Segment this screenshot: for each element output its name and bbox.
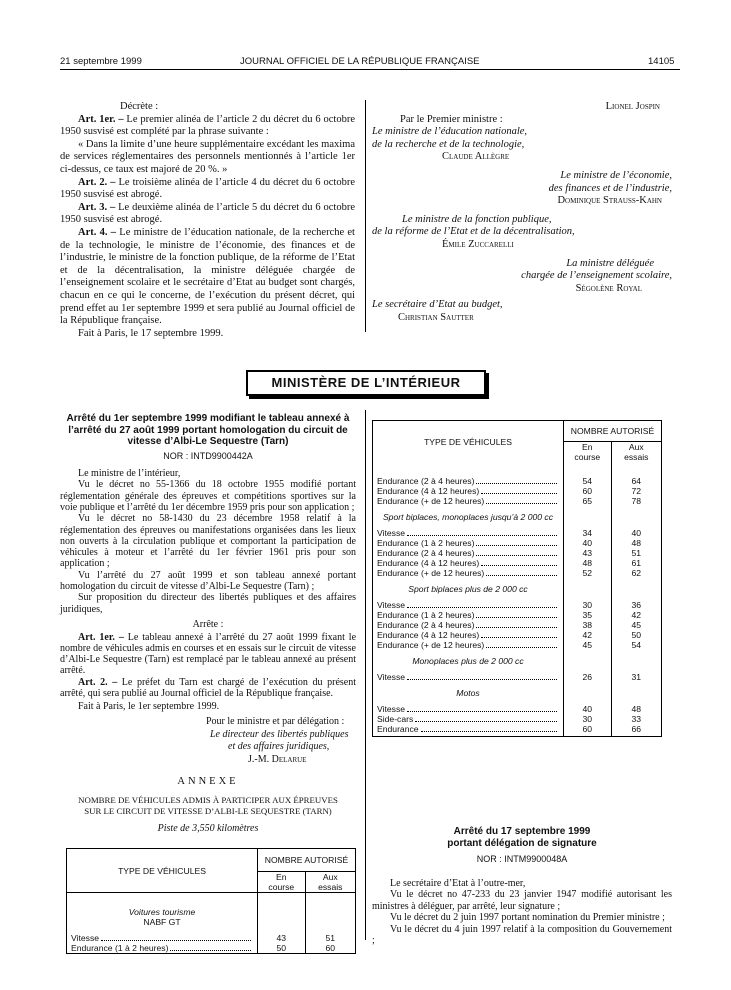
vehicle-type-label: Endurance (+ de 12 heures) — [377, 640, 485, 650]
table-row — [373, 528, 662, 538]
table-row — [67, 943, 356, 954]
count-course: 65 — [564, 496, 612, 506]
sig4-name: Ségolène Royal — [575, 282, 642, 294]
count-course: 42 — [564, 630, 612, 640]
vehicle-type-label: Endurance (1 à 2 heures) — [377, 538, 475, 548]
arrete2-visa: Vu le décret no 47-233 du 23 janvier 1947 modifié autorisant les ministres à déléguer, par arrêté, leur signature ; — [372, 889, 672, 912]
decree-paragraph — [60, 202, 355, 227]
table-row — [373, 568, 662, 578]
annexe-title-line1: NOMBRE DE VÉHICULES ADMIS À PARTICIPER AUX ÉPREUVES — [78, 794, 338, 805]
count-essais: 48 — [631, 704, 642, 714]
header-date: 21 septembre 1999 — [60, 56, 142, 67]
arrete1-visa: Vu le décret no 55-1366 du 18 octobre 1955 modifié portant réglementation générale des épreuves et compétitions sportives sur la voie publique et l’arrêté du 1er décembre 1959 pris pour son application ; — [60, 479, 356, 513]
table-left-header-course: En course — [258, 872, 306, 893]
table-row — [373, 630, 662, 640]
count-course: 35 — [564, 610, 612, 620]
count-course: 34 — [564, 528, 612, 538]
table-row — [373, 714, 662, 724]
arrete-delegation — [372, 826, 672, 947]
table-row — [373, 672, 662, 682]
table-row — [373, 724, 662, 734]
table-row — [373, 610, 662, 620]
count-essais: 72 — [631, 486, 642, 496]
sig2-role2: des finances et de l’industrie, — [548, 182, 672, 194]
arrete2-visa: Vu le décret du 4 juin 1997 relatif à la composition du Gouvernement ; — [372, 923, 672, 947]
pm-name: Lionel Jospin — [605, 101, 660, 112]
arrete1-nor: NOR : INTD9900442A — [163, 450, 253, 461]
count-essais: 33 — [631, 714, 642, 724]
count-course: 43 — [258, 933, 306, 943]
arrete2-visa: Vu le décret du 2 juin 1997 portant nomination du Premier ministre ; — [390, 912, 665, 924]
table-right-header-essais: Aux essais — [624, 442, 649, 462]
vehicle-type-label: Endurance (2 à 4 heures) — [377, 476, 475, 486]
article-text: Le préfet du Tarn est chargé de l’exécution du présent arrêté, qui sera publié au Journal officiel de la République française. — [60, 676, 356, 700]
vehicle-type-label: Endurance (2 à 4 heures) — [377, 548, 475, 558]
count-essais: 66 — [631, 724, 642, 734]
table-row — [373, 538, 662, 548]
sig3-role2: de la réforme de l’Etat et de la décentralisation, — [372, 226, 575, 238]
sig1-role2: de la recherche et de la technologie, — [372, 138, 525, 150]
decree-paragraph — [60, 177, 355, 202]
header-journal-title: JOURNAL OFFICIEL DE LA RÉPUBLIQUE FRANÇAISE — [240, 56, 480, 67]
sig3-role: Le ministre de la fonction publique, — [402, 213, 552, 225]
count-essais: 45 — [631, 620, 642, 630]
vehicle-type-label: Vitesse — [71, 933, 100, 943]
count-course: 54 — [564, 476, 612, 486]
sig4-role2: chargée de l’enseignement scolaire, — [521, 270, 672, 282]
sig3-name: Émile Zuccarelli — [442, 238, 514, 250]
arrete1-director: Le directeur des libertés publiques — [210, 728, 349, 740]
arrete1-visa: Le ministre de l’intérieur, — [78, 468, 181, 480]
sig5-role: Le secrétaire d’Etat au budget, — [372, 299, 503, 311]
count-essais: 51 — [631, 548, 642, 558]
decree-fait: Fait à Paris, le 17 septembre 1999. — [78, 327, 224, 339]
arrete2-title-line2: portant délégation de signature — [447, 837, 597, 849]
table-row — [373, 640, 662, 650]
vehicle-type-label: Vitesse — [377, 704, 406, 714]
count-essais: 60 — [325, 943, 336, 953]
arrete1-title: Arrêté du 1er septembre 1999 modifiant le tableau annexé à l’arrêté du 27 août 1999 portant homologation du circuit de vitesse d’Albi-Le Sequestre (Tarn) — [66, 413, 350, 447]
article-number: Art. 2. – — [78, 676, 118, 688]
sig2-role: Le ministre de l’économie, — [560, 169, 672, 181]
count-course: 60 — [564, 486, 612, 496]
count-essais: 54 — [631, 640, 642, 650]
count-course: 40 — [564, 538, 612, 548]
decree-paragraph — [60, 114, 355, 139]
sig1-name: Claude Allègre — [442, 151, 510, 163]
article-text: Le premier alinéa de l’article 2 du décret du 6 octobre 1950 susvisé est complété par la phrase suivante : — [60, 113, 355, 138]
count-course: 48 — [564, 558, 612, 568]
count-course: 26 — [564, 672, 612, 682]
count-essais: 78 — [631, 496, 642, 506]
article-number: Art. 2. – — [78, 176, 116, 188]
table-right-header-course: En course — [564, 442, 612, 463]
arrete2-visa: Le secrétaire d’Etat à l’outre-mer, — [390, 877, 526, 889]
vehicle-type-label: Endurance (2 à 4 heures) — [377, 620, 475, 630]
table-left-header-nombre: NOMBRE AUTORISÉ — [258, 849, 356, 872]
count-course: 60 — [564, 724, 612, 734]
article-text: Le ministre de l’éducation nationale, de la recherche et de la technologie, le ministre de l’économie, des finances et de l’industrie, le ministre de la fonction publique, de la réforme de l’Etat et de la décentralisation, la ministre déléguée chargée de l’enseignement scolaire et le secrétaire d’Etat au budget sont chargés, chacun en ce qui le concerne, de l’exécution du présent décret, qui prend effet au 1er septembre 1999 et sera publié au Journal officiel de la République française. — [60, 226, 355, 327]
vehicle-type-label: Vitesse — [377, 528, 406, 538]
article-number: Art. 1er. – — [78, 113, 124, 125]
column-divider-top — [365, 100, 366, 332]
count-course: 30 — [564, 714, 612, 724]
table-row — [373, 476, 662, 486]
count-essais: 51 — [325, 933, 336, 943]
count-essais: 42 — [631, 610, 642, 620]
arrete1-article — [60, 677, 356, 700]
table-right-header-nombre: NOMBRE AUTORISÉ — [564, 421, 662, 442]
arrete1-signatory: J.-M. Delarue — [248, 753, 307, 765]
piste-length: Piste de 3,550 kilomètres — [157, 822, 259, 834]
annexe-title-line2: SUR LE CIRCUIT DE VITESSE D’ALBI-LE SEQUESTRE (TARN) — [84, 805, 332, 816]
decree-paragraph — [60, 139, 355, 177]
arrete2-title-line1: Arrêté du 17 septembre 1999 — [453, 826, 591, 837]
arrete1-delegation: Pour le ministre et par délégation : — [206, 715, 345, 727]
table-group-title: Motos — [373, 688, 564, 698]
arrete1-visa: Sur proposition du directeur des libertés publiques et des affaires juridiques, — [60, 592, 356, 615]
ministry-banner: MINISTÈRE DE L’INTÉRIEUR — [246, 370, 486, 396]
vehicle-type-label: Endurance (1 à 2 heures) — [71, 943, 169, 953]
count-course: 38 — [564, 620, 612, 630]
vehicle-type-label: Side-cars — [377, 714, 414, 724]
sig2-name: Dominique Strauss-Kahn — [557, 195, 662, 207]
decrete-label: Décrète : — [120, 101, 159, 112]
article-number: Art. 3. – — [78, 201, 116, 213]
table-row — [373, 704, 662, 714]
table-row — [67, 933, 356, 943]
table-row — [373, 620, 662, 630]
count-essais: 64 — [631, 476, 642, 486]
arrete1-fait: Fait à Paris, le 1er septembre 1999. — [78, 701, 220, 713]
count-essais: 48 — [631, 538, 642, 548]
pm-line: Par le Premier ministre : — [400, 113, 503, 125]
arrete2-nor: NOR : INTM9900048A — [476, 854, 568, 864]
arrete1-arrete-label: Arrête : — [192, 618, 224, 630]
article-text: « Dans la limite d’une heure supplémentaire excédant les maxima de services réglementaires des personnels mentionnés à l’article 1er ci-dessus, ce taux est majoré de 20 %. » — [60, 138, 355, 175]
sig5-name: Christian Sautter — [398, 311, 474, 323]
table-left-header-essais: Aux essais — [318, 872, 343, 892]
vehicle-type-label: Endurance (+ de 12 heures) — [377, 496, 485, 506]
vehicle-type-label: Endurance — [377, 724, 419, 734]
sig1-role: Le ministre de l’éducation nationale, — [372, 126, 528, 138]
header-page-number: 14105 — [648, 56, 675, 67]
table-row — [373, 496, 662, 506]
vehicles-table-left — [66, 848, 356, 954]
column-divider-bottom — [365, 410, 366, 940]
article-number: Art. 4. – — [78, 226, 117, 238]
article-text: Le troisième alinéa de l’article 4 du décret du 6 octobre 1950 susvisé est abrogé. — [60, 176, 355, 201]
vehicle-type-label: Endurance (4 à 12 heures) — [377, 630, 480, 640]
table-left-header-type: TYPE DE VÉHICULES — [67, 849, 258, 893]
count-essais: 31 — [631, 672, 642, 682]
article-number: Art. 1er. – — [78, 631, 124, 643]
arrete1-visa: Vu l’arrêté du 27 août 1999 et son tableau annexé portant homologation du circuit de vitesse d’Albi-Le Sequestre (Tarn) ; — [60, 569, 356, 593]
article-text: Le deuxième alinéa de l’article 5 du décret du 6 octobre 1950 susvisé est abrogé. — [60, 201, 356, 226]
table-group-title: Monoplaces plus de 2 000 cc — [373, 656, 564, 666]
decree-signatures — [372, 101, 672, 325]
table-left-section-sub: NABF GT — [67, 917, 258, 933]
count-course: 40 — [564, 704, 612, 714]
table-row — [373, 558, 662, 568]
arrete1-director2: et des affaires juridiques, — [228, 741, 330, 753]
count-course: 45 — [564, 640, 612, 650]
decree-paragraph — [60, 227, 355, 328]
count-course: 43 — [564, 548, 612, 558]
vehicle-type-label: Endurance (4 à 12 heures) — [377, 558, 480, 568]
annexe-label: ANNEXE — [177, 776, 239, 788]
count-course: 30 — [564, 600, 612, 610]
table-right-header-type: TYPE DE VÉHICULES — [373, 421, 564, 463]
decree-articles — [60, 101, 355, 340]
count-essais: 40 — [631, 528, 642, 538]
count-essais: 50 — [631, 630, 642, 640]
vehicle-type-label: Vitesse — [377, 600, 406, 610]
table-left-section: Voitures tourisme — [67, 893, 258, 918]
sig4-role: La ministre déléguée — [566, 257, 654, 269]
table-group-title: Sport biplaces, monoplaces jusqu’à 2 000 cc — [373, 512, 564, 522]
table-row — [373, 600, 662, 610]
vehicle-type-label: Vitesse — [377, 672, 406, 682]
table-row — [373, 548, 662, 558]
vehicles-table-right — [372, 420, 662, 737]
arrete1-article — [60, 632, 356, 677]
vehicle-type-label: Endurance (4 à 12 heures) — [377, 486, 480, 496]
article-text: Le tableau annexé à l’arrêté du 27 août 1999 fixant le nombre de véhicules admis en courses et en essais sur le circuit de vitesse d’Albi-Le Sequestre (Tarn) est remplacé par le tableau annexé au présent arrêté. — [60, 631, 357, 677]
header-rule — [60, 69, 680, 70]
arrete-homologation — [60, 413, 356, 835]
vehicle-type-label: Endurance (1 à 2 heures) — [377, 610, 475, 620]
arrete1-visa: Vu le décret no 58-1430 du 23 décembre 1958 relatif à la réglementation des épreuves ou manifestations organisées dans les lieux non ouverts à la circulation publique et comportant la participation de véhicules à moteur et l’arrêté du 1er février 1961 pris pour son application ; — [60, 513, 356, 570]
table-group-title: Sport biplaces plus de 2 000 cc — [373, 584, 564, 594]
count-course: 52 — [564, 568, 612, 578]
vehicle-type-label: Endurance (+ de 12 heures) — [377, 568, 485, 578]
count-essais: 62 — [631, 568, 642, 578]
count-essais: 36 — [631, 600, 642, 610]
count-course: 50 — [258, 943, 306, 954]
count-essais: 61 — [631, 558, 642, 568]
table-row — [373, 486, 662, 496]
